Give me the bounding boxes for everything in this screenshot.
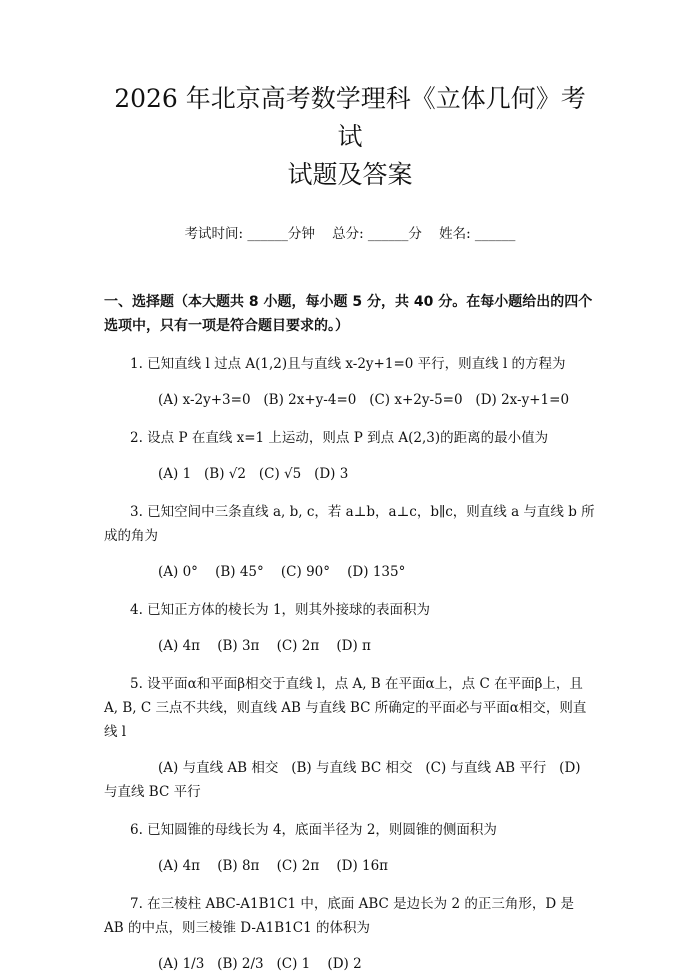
question-text: 6. 已知圆锥的母线长为 4，底面半径为 2，则圆锥的侧面积为	[130, 822, 497, 838]
exam-title-line1: 2026 年北京高考数学理科《立体几何》考试	[114, 84, 586, 151]
exam-title-line2: 试题及答案	[287, 160, 413, 189]
exam-title	[104, 80, 596, 194]
question-options: (A) 1/3 (B) 2/3 (C) 1 (D) 2	[158, 956, 362, 972]
question-options: (A) 4π (B) 8π (C) 2π (D) 16π	[158, 858, 389, 874]
question-options: (A) 0° (B) 45° (C) 90° (D) 135°	[158, 564, 406, 580]
question-text: 4. 已知正方体的棱长为 1，则其外接球的表面积为	[130, 602, 431, 618]
section-heading: 一、选择题（本大题共 8 小题，每小题 5 分，共 40 分。在每小题给出的四个选项中，只有一项是符合题目要求的。）	[104, 294, 593, 334]
question-options: (A) 4π (B) 3π (C) 2π (D) π	[158, 638, 371, 654]
question-options: (A) 与直线 AB 相交 (B) 与直线 BC 相交 (C) 与直线 AB 平行 (D) 与直线 BC 平行	[104, 760, 585, 800]
question-options: (A) 1 (B) √2 (C) √5 (D) 3	[158, 466, 349, 482]
question-text: 7. 在三棱柱 ABC-A1B1C1 中，底面 ABC 是边长为 2 的正三角形，D 是 AB 的中点，则三棱锥 D-A1B1C1 的体积为	[104, 896, 574, 936]
question-text: 3. 已知空间中三条直线 a, b, c，若 a⊥b，a⊥c，b∥c，则直线 a 与直线 b 所成的角为	[104, 504, 595, 544]
question-options: (A) x-2y+3=0 (B) 2x+y-4=0 (C) x+2y-5=0 (D) 2x-y+1=0	[158, 392, 570, 408]
question-text: 2. 设点 P 在直线 x=1 上运动，则点 P 到点 A(2,3)的距离的最小值为	[130, 430, 549, 446]
exam-meta: 考试时间: ______分钟 总分: ______分 姓名: ______	[184, 226, 516, 242]
question-text: 1. 已知直线 l 过点 A(1,2)且与直线 x-2y+1=0 平行，则直线 l 的方程为	[130, 356, 566, 372]
question-text: 5. 设平面α和平面β相交于直线 l，点 A, B 在平面α上，点 C 在平面β上，且 A, B, C 三点不共线，则直线 AB 与直线 BC 所确定的平面必与平面α相交，则直线 l	[104, 676, 587, 740]
